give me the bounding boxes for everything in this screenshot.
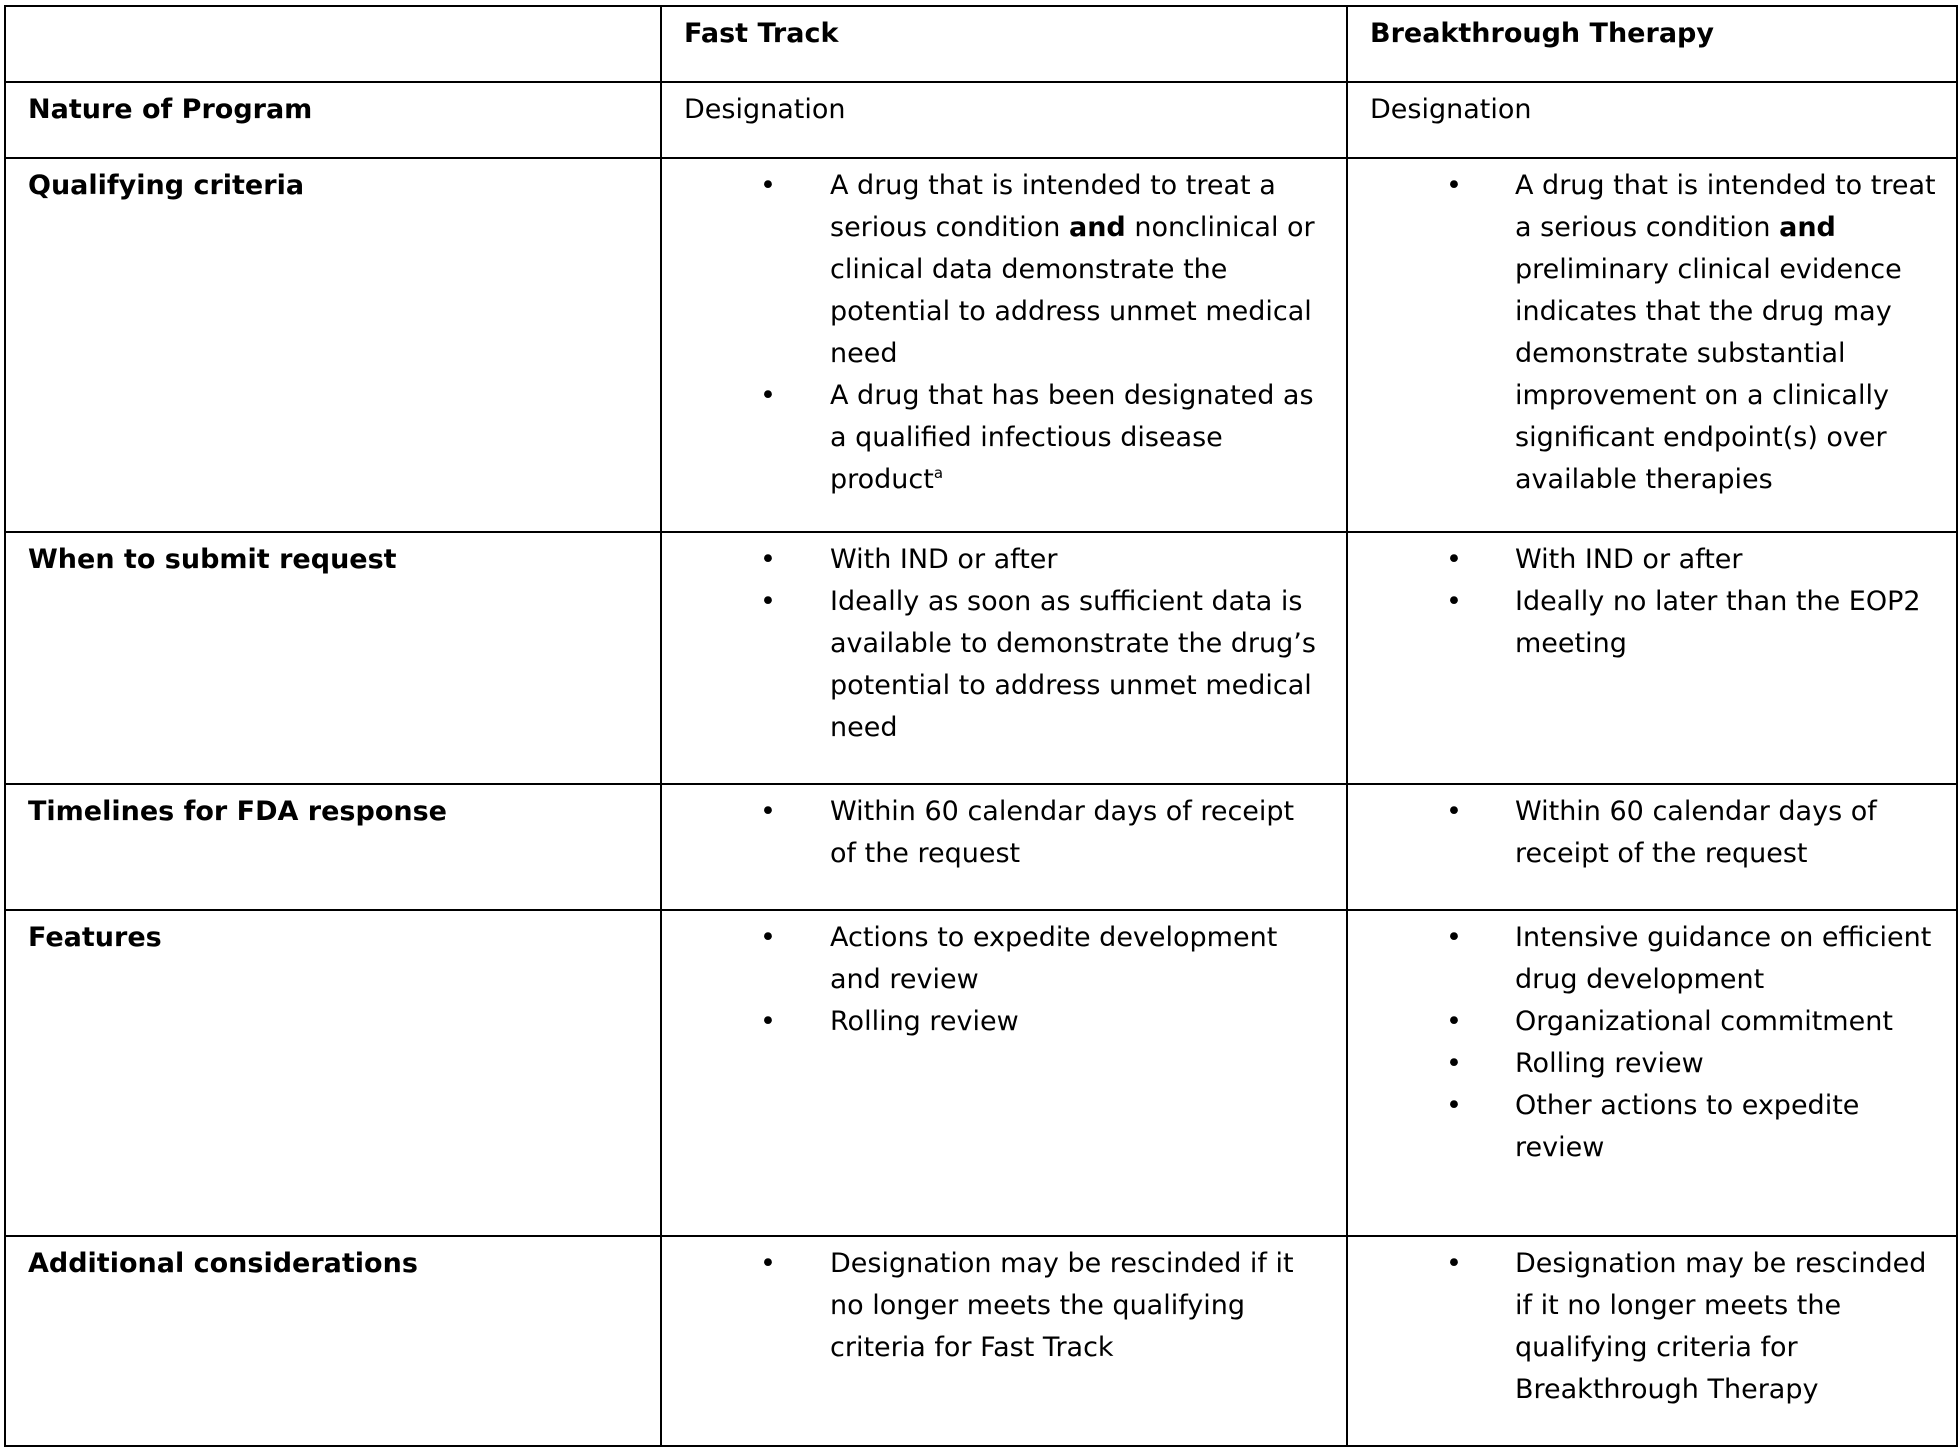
breakthrough-additional [1347, 1236, 1957, 1446]
breakthrough-qualifying [1347, 158, 1957, 532]
bullet-text: Ideally no later than the EOP2 meeting [1515, 586, 1921, 659]
bullet-icon: • [760, 380, 776, 411]
breakthrough-when [1347, 532, 1957, 784]
bullet-text: Within 60 calendar days of receipt of the request [1515, 796, 1877, 869]
list-item [1370, 581, 1936, 665]
bold-and: and [1779, 212, 1836, 243]
bold-and: and [1068, 212, 1126, 243]
bullet-icon: • [760, 796, 776, 827]
bullet-icon: • [760, 1248, 776, 1279]
bullet-icon: • [1446, 1090, 1462, 1121]
row-label-when-to-submit: When to submit request [5, 532, 661, 784]
bullet-icon: • [1446, 796, 1462, 827]
table-row [5, 910, 1957, 1236]
bullet-text: Ideally as soon as sufficient data is available to demonstrate the drug’s potential to address unmet medical need [830, 586, 1316, 743]
bullet-text: Actions to expedite development and review [830, 922, 1278, 995]
fast-track-when [661, 532, 1347, 784]
bullet-text: Intensive guidance on efficient drug development [1515, 922, 1932, 995]
bullet-icon: • [1446, 586, 1462, 617]
bullet-icon: • [760, 922, 776, 953]
header-fast-track: Fast Track [661, 6, 1347, 82]
list-item [1370, 1085, 1936, 1169]
bullet-text: A drug that has been designated as a qualified infectious disease product [830, 380, 1314, 495]
bullet-icon: • [760, 1006, 776, 1037]
bullet-icon: • [760, 170, 776, 201]
bullet-icon: • [1446, 544, 1462, 575]
bullet-icon: • [1446, 170, 1462, 201]
fast-track-additional [661, 1236, 1347, 1446]
fast-track-features [661, 910, 1347, 1236]
list-item [1370, 1001, 1936, 1043]
bullet-icon: • [1446, 1248, 1462, 1279]
list-item [684, 539, 1324, 581]
row-label-qualifying-criteria: Qualifying criteria [5, 158, 661, 532]
bullet-text: With IND or after [830, 544, 1058, 575]
table-row [5, 532, 1957, 784]
comparison-table [4, 5, 1958, 1447]
bullet-text: preliminary clinical evidence indicates that the drug may demonstrate substantial improvement on a clinically significant endpoint(s) over available therapies [1515, 254, 1902, 495]
bullet-text: Designation may be rescinded if it no longer meets the qualifying criteria for Breakthrough Therapy [1515, 1248, 1927, 1405]
fast-track-qualifying [661, 158, 1347, 532]
fast-track-nature: Designation [661, 82, 1347, 158]
list-item [1370, 1243, 1936, 1411]
fast-track-timelines [661, 784, 1347, 910]
row-label-additional-considerations: Additional considerations [5, 1236, 661, 1446]
bullet-icon: • [760, 586, 776, 617]
table-row [5, 158, 1957, 532]
bullet-text: A drug that is intended to treat a serious condition [830, 170, 1276, 243]
bullet-text: With IND or after [1515, 544, 1743, 575]
list-item [684, 1001, 1324, 1043]
header-empty-cell [5, 6, 661, 82]
list-item [1370, 165, 1936, 501]
list-item [1370, 917, 1936, 1001]
breakthrough-nature: Designation [1347, 82, 1957, 158]
header-row [5, 6, 1957, 82]
bullet-icon: • [1446, 1048, 1462, 1079]
list-item [684, 581, 1324, 749]
bullet-text: Rolling review [1515, 1048, 1704, 1079]
list-item [684, 791, 1324, 875]
table-row [5, 82, 1957, 158]
row-label-features: Features [5, 910, 661, 1236]
bullet-text: Designation may be rescinded if it no longer meets the qualifying criteria for Fast Track [830, 1248, 1294, 1363]
list-item [1370, 791, 1936, 875]
bullet-text: nonclinical or clinical data demonstrate the potential to address unmet medical need [830, 212, 1315, 369]
footnote-marker: a [933, 464, 944, 482]
list-item [684, 917, 1324, 1001]
bullet-icon: • [1446, 922, 1462, 953]
bullet-text: Other actions to expedite review [1515, 1090, 1860, 1163]
breakthrough-features [1347, 910, 1957, 1236]
list-item [1370, 539, 1936, 581]
breakthrough-timelines [1347, 784, 1957, 910]
bullet-icon: • [760, 544, 776, 575]
list-item [684, 375, 1324, 501]
table-row [5, 784, 1957, 910]
list-item [684, 1243, 1324, 1369]
bullet-icon: • [1446, 1006, 1462, 1037]
row-label-timelines: Timelines for FDA response [5, 784, 661, 910]
list-item [1370, 1043, 1936, 1085]
header-breakthrough-therapy: Breakthrough Therapy [1347, 6, 1957, 82]
bullet-text: Within 60 calendar days of receipt of the request [830, 796, 1295, 869]
bullet-text: Organizational commitment [1515, 1006, 1893, 1037]
bullet-text: A drug that is intended to treat a serious condition [1515, 170, 1936, 243]
table-row [5, 1236, 1957, 1446]
bullet-text: Rolling review [830, 1006, 1019, 1037]
list-item [684, 165, 1324, 375]
row-label-nature-of-program: Nature of Program [5, 82, 661, 158]
